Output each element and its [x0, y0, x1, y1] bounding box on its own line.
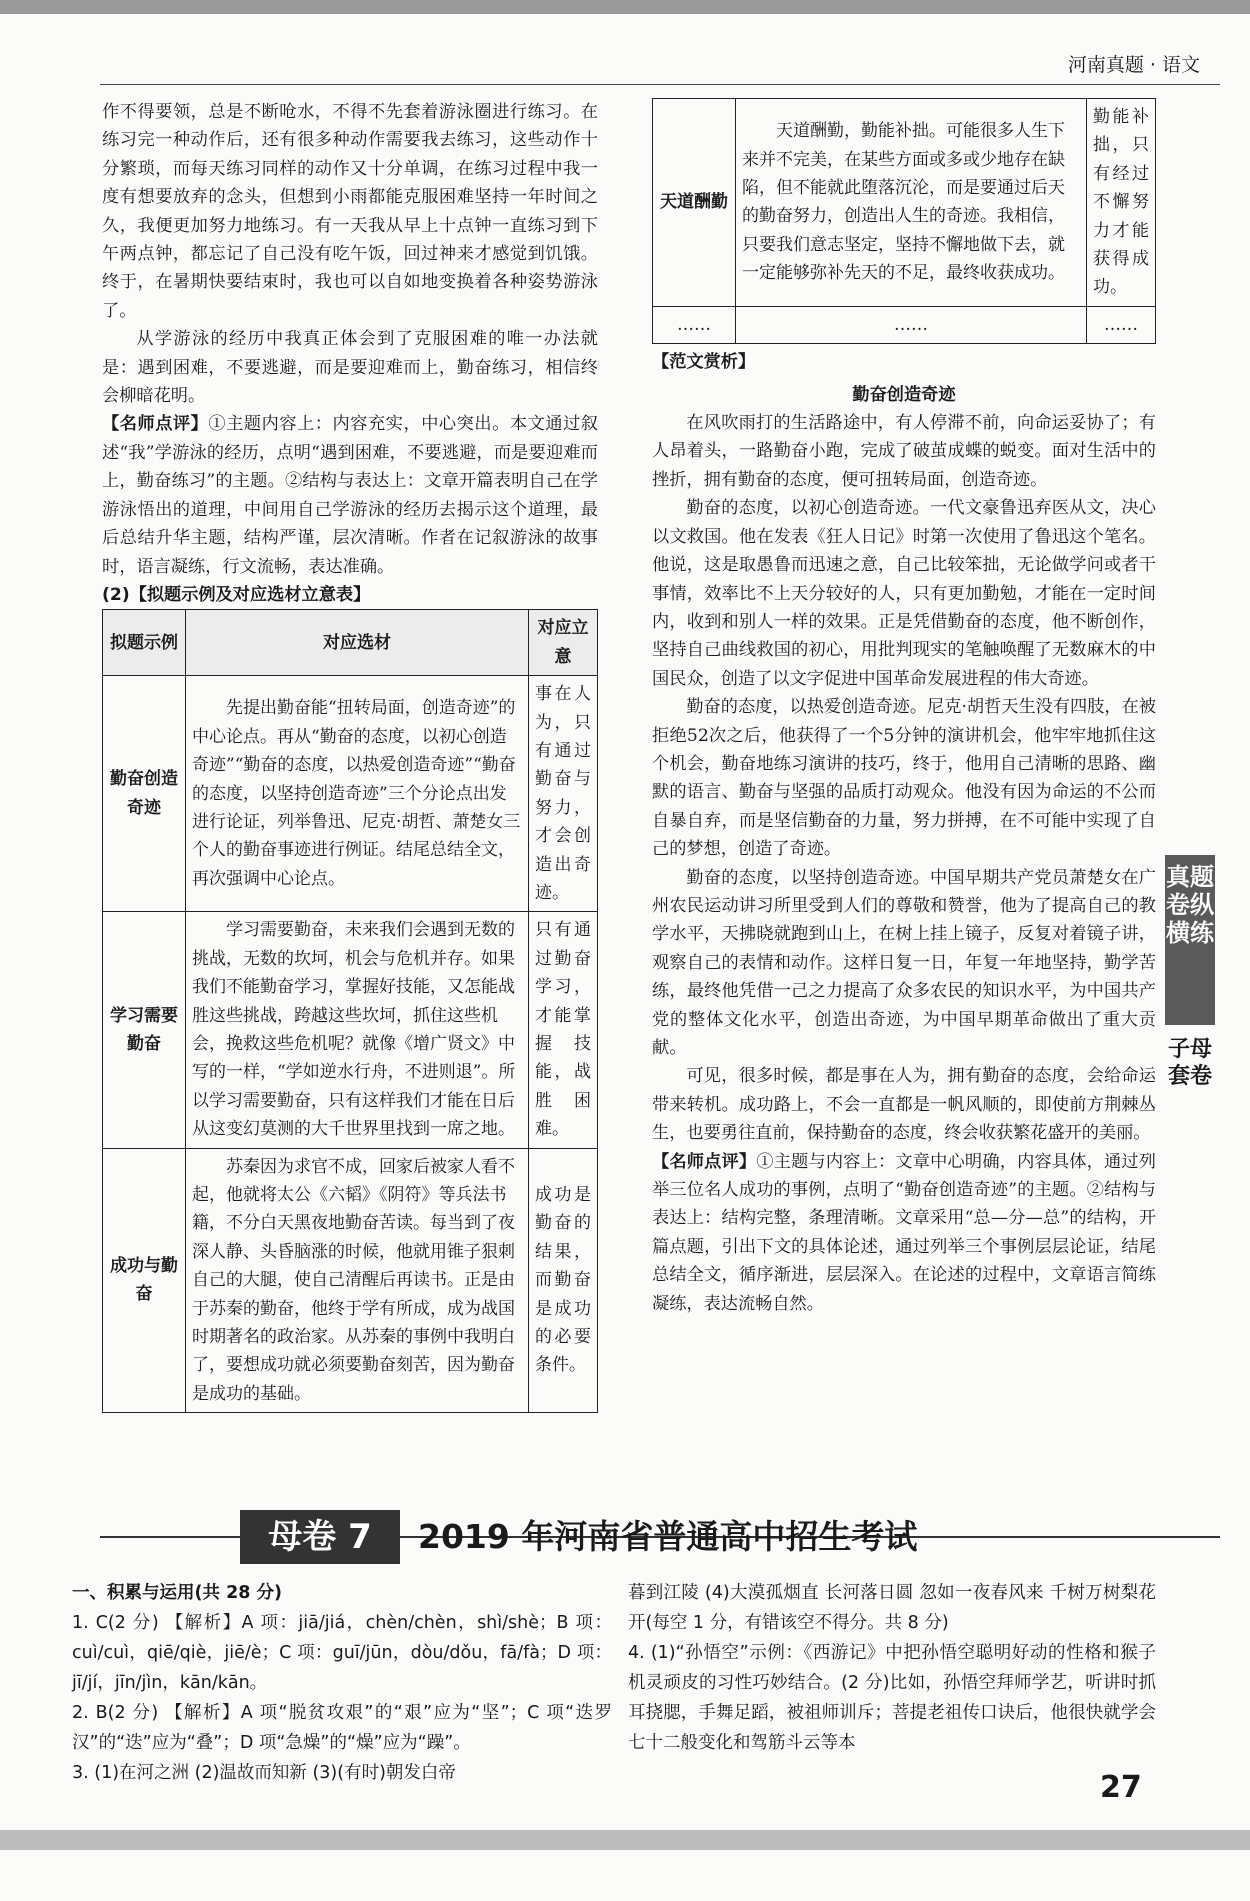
row-essence: 事在人为，只有通过勤奋与努力，才会创造出奇迹。 — [529, 676, 598, 912]
essay-paragraph: 从学游泳的经历中我真正体会到了克服困难的唯一办法就是：遇到困难，不要逃避，而是要迎难而上，勤奋练习，相信终会柳暗花明。 — [102, 329, 598, 407]
answers-right — [628, 1578, 1156, 1758]
row-material: 学习需要勤奋，未来我们会遇到无数的挑战，无数的坎坷，机会与危机并存。如果我们不能勤奋学习，掌握好技能，又怎能战胜这些挑战，跨越这些坎坷，抓住这些机会，挽救这些危机呢？就像《增广贤文》中写的一样，“学如逆水行舟，不进则退”。所以学习需要勤奋，只有这样我们才能在日后从这变幻莫测的大千世界里找到一席之地。 — [186, 912, 529, 1148]
row-material: 苏秦因为求官不成，回家后被家人看不起，他就将太公《六韬》《阴符》等兵法书籍，不分白天黑夜地勤奋苦读。每当到了夜深人静、头昏脑涨的时候，他就用锥子狠刺自己的大腿，使自己清醒后再读书。正是由于苏秦的勤奋，他终于学有所成，成为战国时期著名的政治家。从苏秦的事例中我明白了，要想成功就必须要勤奋刻苦，因为勤奋是成功的基础。 — [186, 1148, 529, 1413]
row-label: 学习需要勤奋 — [103, 912, 186, 1148]
running-header: 河南真题 · 语文 — [1067, 54, 1200, 76]
essay-paragraph: 勤奋的态度，以热爱创造奇迹。尼克·胡哲天生没有四肢，在被拒绝52次之后，他获得了一个5分钟的演讲机会，他牢牢地抓住这个机会，勤奋地练习演讲的技巧，终于，他用自己清晰的思路、幽默的语言、勤奋与坚强的品质打动观众。他没有因为命运的不公而自暴自弃，而是坚信勤奋的力量，努力拼搏，在不可能中实现了自己的梦想，创造了奇迹。 — [652, 697, 1156, 860]
ellipsis-cell: …… — [736, 306, 1087, 343]
row-label: 天道酬勤 — [653, 99, 736, 307]
essay-paragraph: 勤奋的态度，以初心创造奇迹。一代文豪鲁迅弃医从文，决心以文救国。他在发表《狂人日记》时第一次使用了鲁迅这个笔名。他说，这是取愚鲁而迅速之意，自己比较笨拙，无论做学问或者干事情，效率比不上天分较好的人，只有更加勤勉，才能在一定时间内，收到和别人一样的效果。正是凭借勤奋的态度，他不断创作，坚持自己曲线救国的初心，用批判现实的笔触唤醒了无数麻木的中国民众，创造了以文字促进中国革命发展进程的伟大奇迹。 — [652, 498, 1156, 689]
header-rule — [100, 84, 1220, 85]
row-essence: 成功是勤奋的结果，而勤奋是成功的必要条件。 — [529, 1148, 598, 1413]
answer-item: 2. B(2 分) 【解析】A 项“脱贫攻艰”的“艰”应为“坚”；C 项“迭罗汉”的“迭”应为“叠”；D 项“急燥”的“燥”应为“躁”。 — [72, 1703, 612, 1753]
table-row — [103, 912, 598, 1148]
row-essence: 勤能补拙，只有经过不懈努力才能获得成功。 — [1087, 99, 1156, 307]
table-header-row — [103, 610, 598, 676]
row-essence: 只有通过勤奋学习，才能掌握技能，战胜困难。 — [529, 912, 598, 1148]
header-cell: 拟题示例 — [103, 610, 186, 676]
answer-item: 4. (1)“孙悟空”示例：《西游记》中把孙悟空聪明好动的性格和猴子机灵顽皮的习性巧妙结合。(2 分)比如，孙悟空拜师学艺，听讲时抓耳挠腮，手舞足蹈，被祖师训斥；菩提老祖传口诀后，他很快就学会七十二般变化和驾筋斗云等本 — [628, 1643, 1156, 1753]
teacher-comment — [652, 1148, 1156, 1318]
answers-left — [72, 1578, 612, 1788]
banner-title: 2019 年河南省普通高中招生考试 — [418, 1517, 918, 1556]
essay-paragraph: 可见，很多时候，都是事在人为，拥有勤奋的态度，会给命运带来转机。成功路上，不会一直都是一帆风顺的，即使前方荆棘丛生，也要勇往直前，保持勤奋的态度，终会收获繁花盛开的美丽。 — [652, 1066, 1156, 1144]
answer-item: 暮到江陵 (4)大漠孤烟直 长河落日圆 忽如一夜春风来 千树万树梨花开(每空 1 分，有错该空不得分。共 8 分) — [628, 1583, 1156, 1633]
table-row — [653, 99, 1156, 307]
header-cell: 对应选材 — [186, 610, 529, 676]
essay-paragraph: 作不得要领，总是不断呛水，不得不先套着游泳圈进行练习。在练习完一种动作后，还有很多种动作需要我去练习，这些动作十分繁琐，而每天练习同样的动作又十分单调，在练习过程中我一度有想要放弃的念头，但想到小雨都能克服困难坚持一年时间之久，我便更加努力地练习。有一天我从早上十点钟一直练习到下午两点钟，都忘记了自己没有吃午饭，回过神来才感觉到饥饿。终于，在暑期快要结束时，我也可以自如地变换着各种姿势游泳了。 — [102, 102, 598, 321]
row-material: 先提出勤奋能“扭转局面，创造奇迹”的中心论点。再从“勤奋的态度，以初心创造奇迹”“勤奋的态度，以热爱创造奇迹”“勤奋的态度，以坚持创造奇迹”三个分论点出发进行论证，列举鲁迅、尼克·胡哲、萧楚女三个人的勤奋事迹进行例证。结尾总结全文，再次强调中心论点。 — [186, 676, 529, 912]
teacher-comment — [102, 410, 598, 580]
header-cell: 对应立意 — [529, 610, 598, 676]
essay-paragraph: 勤奋的态度，以坚持创造奇迹。中国早期共产党员萧楚女在广州农民运动讲习所里受到人们的尊敬和赞誉，他为了提高自己的教学水平，天拂晓就跑到山上，在树上挂上镜子，反复对着镜子讲，观察自己的表情和动作。这样日复一日，年复一年地坚持，勤学苦练，最终他凭借一己之力提高了众多农民的知识水平，为中国共产党的整体文化水平，创造出奇迹，为中国早期革命做出了重大贡献。 — [652, 867, 1156, 1058]
right-column — [652, 98, 1156, 1318]
comment-text: ①主题与内容上：文章中心明确，内容具体，通过列举三位名人成功的事例，点明了“勤奋创造奇迹”的主题。②结构与表达上：结构完整，条理清晰。文章采用“总—分—总”的结构，开篇点题，引出下文的具体论述，通过列举三个事例层层论证，结尾总结全文，循序渐进，层层深入。在论述的过程中，文章语言简练凝练，表达流畅自然。 — [652, 1151, 1156, 1314]
essay-paragraph: 在风吹雨打的生活路途中，有人停滞不前，向命运妥协了；有人昂着头，一路勤奋小跑，完成了破茧成蝶的蜕变。面对生活中的挫折，拥有勤奋的态度，便可扭转局面，创造奇迹。 — [652, 413, 1156, 490]
bottom-scan-border — [0, 1830, 1250, 1850]
banner-label: 母卷 7 — [240, 1510, 400, 1564]
answer-item: 3. (1)在河之洲 (2)温故而知新 (3)(有时)朝发白帝 — [72, 1763, 456, 1783]
ellipsis-cell: …… — [1087, 306, 1156, 343]
row-material: 天道酬勤，勤能补拙。可能很多人生下来并不完美，在某些方面或多或少地存在缺陷，但不能就此堕落沉沦，而是要通过后天的勤奋努力，创造出人生的奇迹。我相信，只要我们意志坚定，坚持不懈地做下去，就一定能够弥补先天的不足，最终收获成功。 — [736, 99, 1087, 307]
table-title: (2)【拟题示例及对应选材立意表】 — [102, 584, 371, 605]
comment-text: ①主题内容上：内容充实，中心突出。本文通过叙述“我”学游泳的经历，点明“遇到困难，不要逃避，而是要迎难而上，勤奋练习”的主题。②结构与表达上：文章开篇表明自己在学游泳悟出的道理，中间用自己学游泳的经历去揭示这个道理，最后总结升华主题，结构严谨，层次清晰。作者在记叙游泳的故事时，语言凝练，行文流畅，表达准确。 — [102, 414, 598, 577]
left-column — [102, 98, 598, 1413]
table-row — [103, 676, 598, 912]
table-row-ellipsis — [653, 306, 1156, 343]
answer-item: 1. C(2 分) 【解析】A 项：jiā/jiá，chèn/chèn，shì/shè；B 项：cuì/cuì，qiē/qiè，jiē/è；C 项：guī/jūn，dòu/dǒu，fā/fà；D 项：jī/jí，jīn/jìn，kān/kān。 — [72, 1613, 612, 1693]
row-label: 成功与勤奋 — [103, 1148, 186, 1413]
side-tab-series: 真题卷纵横练 — [1165, 855, 1215, 1025]
section-heading: 一、积累与运用(共 28 分) — [72, 1583, 283, 1603]
ellipsis-cell: …… — [653, 306, 736, 343]
topic-table-continued — [652, 98, 1156, 344]
exam-banner — [240, 1510, 1000, 1564]
comment-tag: 【名师点评】 — [102, 414, 209, 435]
side-tab-set: 子母套卷 — [1167, 1037, 1212, 1089]
essay-title: 勤奋创造奇迹 — [852, 384, 956, 405]
row-label: 勤奋创造奇迹 — [103, 676, 186, 912]
top-scan-border — [0, 0, 1250, 14]
page-number: 27 — [1100, 1770, 1142, 1805]
model-essay-tag: 【范文赏析】 — [652, 352, 756, 373]
topic-table — [102, 609, 598, 1413]
comment-tag: 【名师点评】 — [652, 1151, 757, 1172]
table-row — [103, 1148, 598, 1413]
